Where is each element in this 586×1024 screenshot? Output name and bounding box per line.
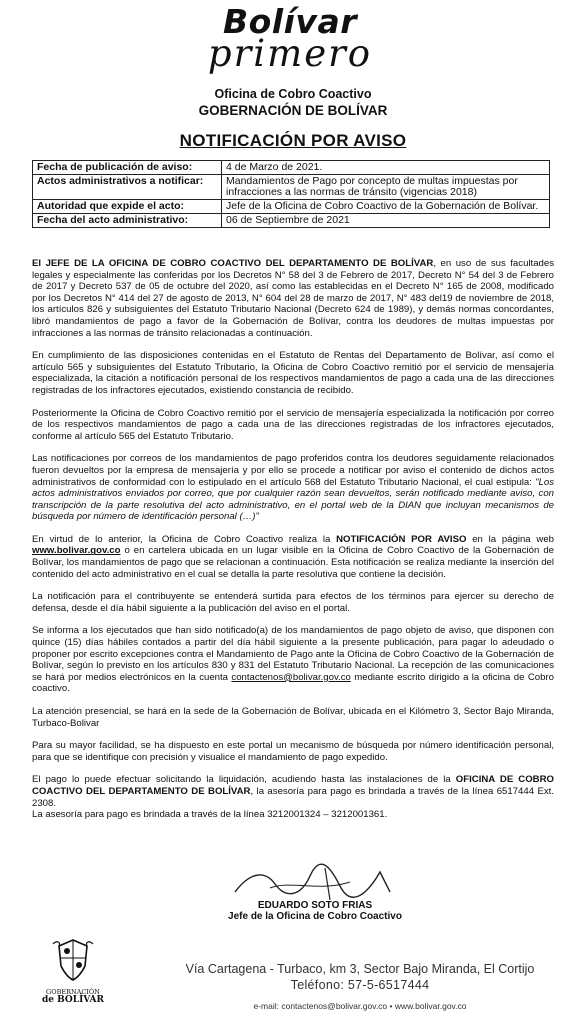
handwritten-signature bbox=[230, 862, 400, 904]
emblem-caption-1: GOBERNACIÓN bbox=[46, 988, 100, 996]
paragraph-mail-notice: Posteriormente la Oficina de Cobro Coactivo remitió por el servicio de mensajería especializada la notificación por correo de los respectivos mandamientos de pago a cada una de las direcciones registradas de los infractores ejecutados, conforme al artículo 565 del Estatuto Tributario. bbox=[32, 407, 554, 442]
row-value: 06 de Septiembre de 2021 bbox=[222, 214, 550, 228]
bolivar-primero-logo bbox=[190, 4, 390, 96]
footer-contact: e-mail: contactenos@bolivar.gov.co • www.bolivar.gov.co bbox=[253, 1001, 467, 1011]
logo-line-2: primero bbox=[207, 32, 373, 75]
paragraph-publication bbox=[32, 534, 554, 580]
paragraph-authority bbox=[32, 258, 554, 339]
payment-text-a: El pago lo puede efectuar solicitando la liquidación, acudiendo hasta las instalaciones de la bbox=[32, 774, 456, 786]
table-row bbox=[33, 200, 550, 214]
deadline-text-a: Se informa a los ejecutados que han sido notificado(a) de los mandamientos de pago objeto de aviso, que disponen con quince (15) días hábiles contados a partir del día hábil siguiente a la presente publicación, para pagar lo adeudado o proponer por escrito excepciones contra el Mandamiento de Pago ante la Oficina de Cobro Coactivo de la Gobernación de Bolívar, según lo previsto en los artículos 830 y 831 del Estatuto Tributario Nacional. La recepción de las comunicaciones se hará por medios electrónicos en la cuenta bbox=[32, 625, 554, 683]
table-row bbox=[33, 175, 550, 200]
table-row bbox=[33, 214, 550, 228]
paragraph-effect: La notificación para el contribuyente se entenderá surtida para efectos de los términos para ejercer su derecho de defensa, desde el día hábil siguiente a la publicación del aviso en el portal. bbox=[32, 591, 554, 614]
paragraph-attention: La atención presencial, se hará en la sede de la Gobernación de Bolívar, ubicada en el Kilómetro 3, Sector Bajo Miranda, Turbaco-Bolivar bbox=[32, 706, 554, 729]
publication-text-b: en la página web bbox=[466, 533, 554, 545]
contact-email-link[interactable]: contactenos@bolivar.gov.co bbox=[231, 671, 351, 683]
paragraph-deadline bbox=[32, 625, 554, 695]
row-label: Actos administrativos a notificar: bbox=[33, 175, 222, 200]
row-label: Fecha del acto administrativo: bbox=[33, 214, 222, 228]
paragraph-compliance: En cumplimiento de las disposiciones contenidas en el Estatuto de Rentas del Departamento de Bolívar, así como el artículo 565 y subsiguientes del Estatuto Tributario, la Oficina de Cobro Coactivo remitió por el servicio de mensajería especializada, la citación a notificación personal de los respectivos mandamientos de pago a cada una de las direcciones registradas de los infractores ejecutados, existiendo constancia de recibido. bbox=[32, 350, 554, 396]
authority-text: , en uso de sus facultades legales y especialmente las conferidas por los Decretos N° 58 del 3 de Febrero de 2017, Decreto N° 54 del 3 de Febrero de 2017 y Decreto 537 de 05 de octubre del 2020, así como las establecidas en el Decreto N° 165 de 2008, modificado por los Decretos N° 414 del 27 de agosto de 2013, N° 604 del 28 de marzo de 2017, N° 483 del19 de noviembre de 2018, los artículos 826 y subsiguientes del Estatuto Tributario Nacional (Decreto 624 de 1989), y demás normas concordantes, libró mandamientos de pago a favor de la Gobernación de Bolívar, contra los deudores de multas impuestas por infracciones a las normas de tránsito relacionadas a continuación. bbox=[32, 258, 555, 339]
returned-mail-text: Las notificaciones por correos de los mandamientos de pago proferidos contra los deudores seguidamente relacionados fueron devueltos por la empresa de mensajería y por ello se procede a notificar por aviso el contenido de dichos actos administrativos de conformidad con lo estipulado en el artículo 568 del Estatuto Tributario Nacional, el cual estipula: bbox=[32, 453, 554, 488]
signer-role: Jefe de la Oficina de Cobro Coactivo bbox=[228, 911, 402, 922]
website-link[interactable]: www.bolivar.gov.co bbox=[32, 545, 121, 557]
office-name: Oficina de Cobro Coactivo bbox=[214, 87, 372, 101]
row-label: Fecha de publicación de aviso: bbox=[33, 161, 222, 175]
notice-metadata-table bbox=[32, 160, 550, 228]
logo-line-1: Bolívar bbox=[222, 2, 357, 41]
footer-phone: Teléfono: 57-5-6517444 bbox=[290, 978, 430, 992]
paragraph-payment bbox=[32, 774, 554, 809]
signer-name: EDUARDO SOTO FRIAS bbox=[257, 900, 373, 911]
paragraph-search: Para su mayor facilidad, se ha dispuesto en este portal un mecanismo de búsqueda por número identificación personal, para que se identifique con precisión y visualice el mandamiento de pago expedido. bbox=[32, 740, 554, 763]
publication-text-c: o en cartelera ubicada en un lugar visible en la Oficina de Cobro Coactivo de la Gobernación de Bolívar, los mandamientos de pago que se relacionan a continuación. Esta notificación se realiza mediante la inserción del contenido del acto administrativo en el cual se detalla la parte resolutiva que contiene la decisión. bbox=[32, 545, 554, 580]
paragraph-advisory-lines: La asesoría para pago es brindada a través de la línea 3212001324 – 3212001361. bbox=[32, 809, 388, 821]
table-row bbox=[33, 161, 550, 175]
signature-block bbox=[200, 880, 430, 922]
statute-quote: "Los actos administrativos enviados por correo, que por cualquier razón sean devueltos, serán notificado mediante aviso, con transcripción de la parte resolutiva del acto administrativo, en el portal web de la DIAN que incluyan mecanismos de búsqueda por número de identificación personal (…)" bbox=[32, 476, 554, 523]
government-name: GOBERNACIÓN DE BOLÍVAR bbox=[198, 103, 388, 118]
document-title: NOTIFICACIÓN POR AVISO bbox=[179, 131, 407, 150]
row-value: Jefe de la Oficina de Cobro Coactivo de la Gobernación de Bolívar. bbox=[222, 200, 550, 214]
paragraph-returned-mail bbox=[32, 453, 554, 523]
authority-lead: El JEFE DE LA OFICINA DE COBRO COACTIVO DEL DEPARTAMENTO DE BOLÍVAR bbox=[32, 258, 434, 269]
coat-of-arms-icon bbox=[51, 936, 95, 982]
row-value: 4 de Marzo de 2021. bbox=[222, 161, 550, 175]
office-bold: OFICINA DE COBRO COACTIVO DEL DEPARTAMENTO DE BOLÍVAR bbox=[32, 774, 554, 797]
government-emblem bbox=[38, 936, 108, 1008]
payment-text-b: , la asesoría para pago es brindada a través de la línea 6517444 Ext. 2308. bbox=[32, 785, 555, 809]
emblem-caption-2: de BOLÍVAR bbox=[41, 995, 105, 1005]
row-value: Mandamientos de Pago por concepto de multas impuestas por infracciones a las normas de tránsito (vigencias 2018) bbox=[222, 175, 550, 200]
footer-address: Vía Cartagena - Turbaco, km 3, Sector Bajo Miranda, El Cortijo bbox=[185, 962, 535, 976]
deadline-text-b: mediante escrito dirigido a la oficina de Cobro coactivo. bbox=[32, 671, 554, 695]
publication-text-a: En virtud de lo anterior, la Oficina de Cobro Coactivo realiza la bbox=[32, 533, 337, 545]
notice-body bbox=[32, 258, 554, 832]
row-label: Autoridad que expide el acto: bbox=[33, 200, 222, 214]
notice-by-notice-bold: NOTIFICACIÓN POR AVISO bbox=[336, 533, 467, 545]
